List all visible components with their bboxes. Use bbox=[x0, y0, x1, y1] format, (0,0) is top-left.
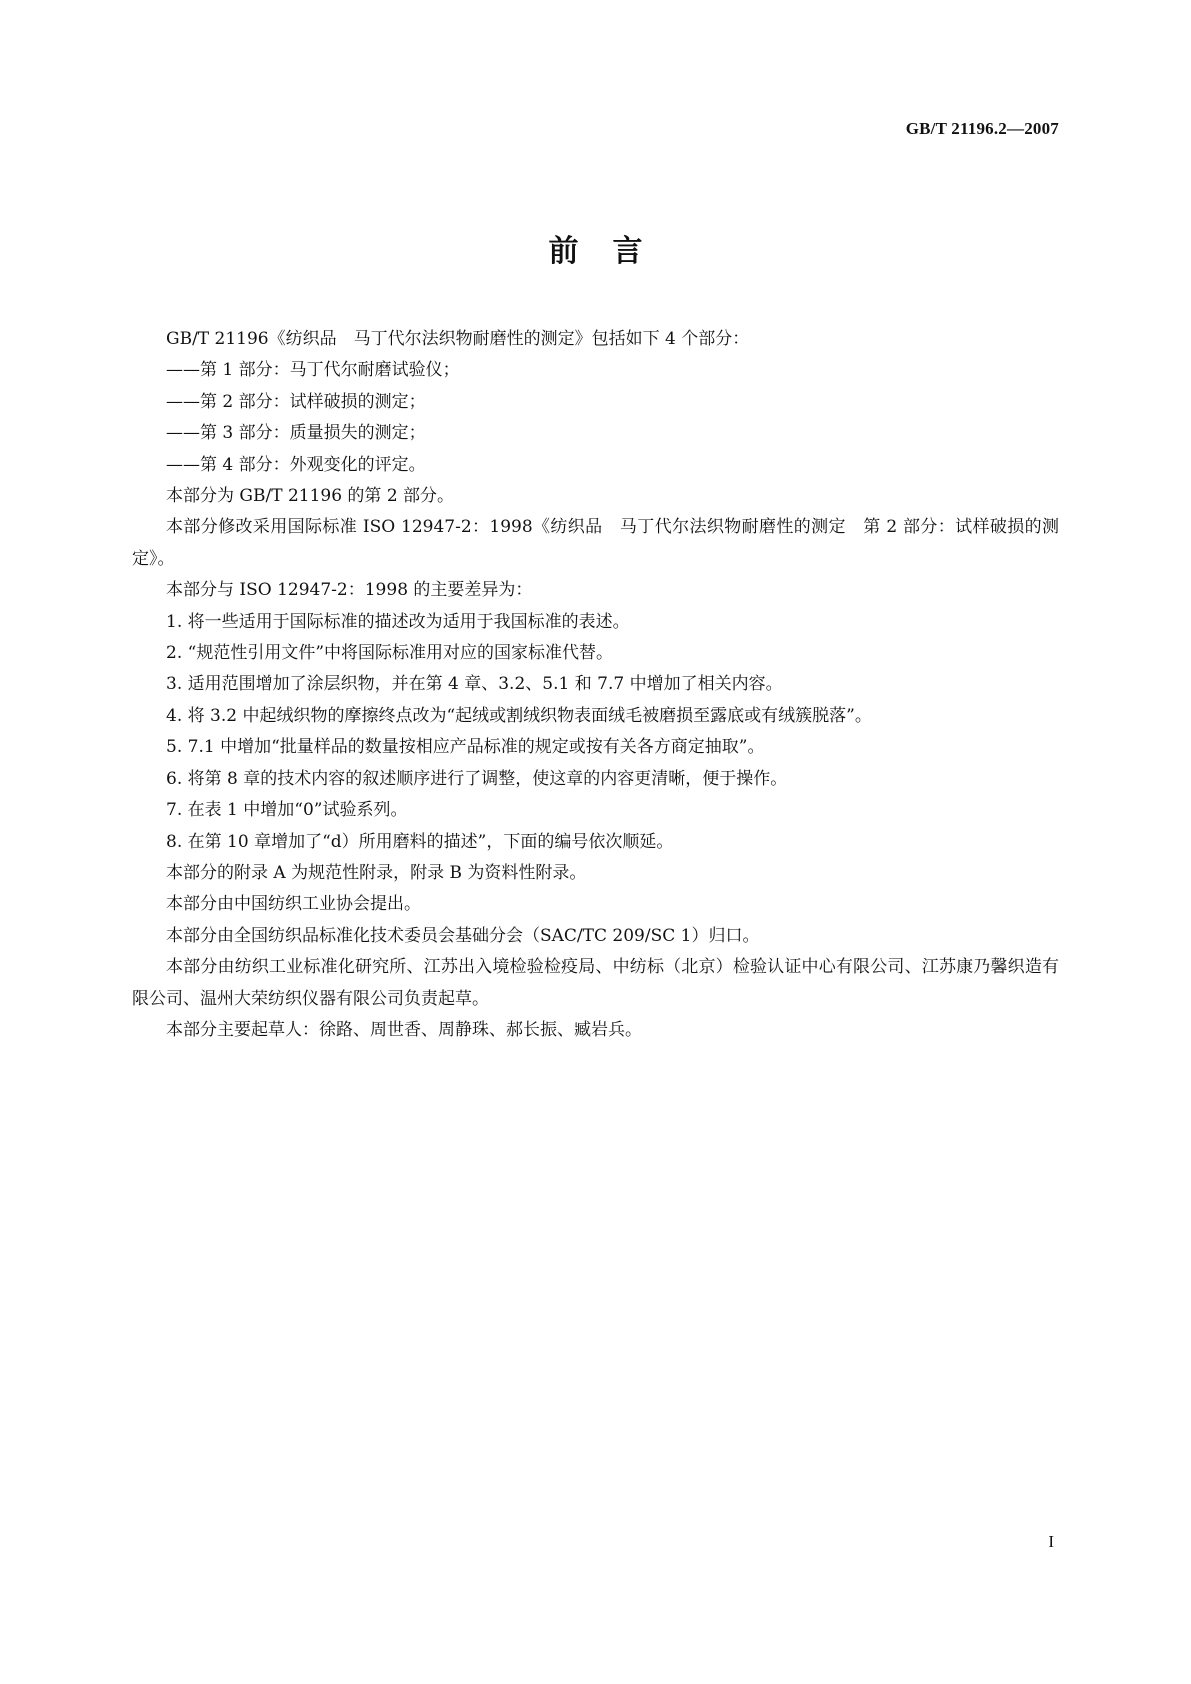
paragraph: 本部分主要起草人：徐路、周世香、周静珠、郝长振、臧岩兵。 bbox=[166, 1019, 642, 1040]
part-list-item: ——第 3 部分：质量损失的测定； bbox=[166, 423, 426, 444]
difference-item: 5. 7.1 中增加“批量样品的数量按相应产品标准的规定或按有关各方商定抽取”。 bbox=[166, 737, 765, 758]
difference-item: 8. 在第 10 章增加了“d）所用磨料的描述”，下面的编号依次顺延。 bbox=[166, 831, 674, 852]
page-title: 前言 bbox=[548, 234, 677, 269]
difference-item: 4. 将 3.2 中起绒织物的摩擦终点改为“起绒或割绒织物表面绒毛被磨损至露底或有绒簇脱落”。 bbox=[166, 705, 872, 726]
standard-code: GB/T 21196.2—2007 bbox=[905, 119, 1059, 138]
part-list-item: ——第 2 部分：试样破损的测定； bbox=[166, 391, 426, 412]
paragraph: 本部分修改采用国际标准 ISO 12947-2：1998《纺织品 马丁代尔法织物耐磨性的测定 第 2 部分：试样破损的测定》。 bbox=[132, 517, 1059, 569]
paragraph: 本部分的附录 A 为规范性附录，附录 B 为资料性附录。 bbox=[166, 862, 587, 883]
difference-item: 3. 适用范围增加了涂层织物，并在第 4 章、3.2、5.1 和 7.7 中增加了相关内容。 bbox=[166, 674, 783, 695]
paragraph: 本部分由中国纺织工业协会提出。 bbox=[166, 894, 421, 915]
part-list-item: ——第 1 部分：马丁代尔耐磨试验仪； bbox=[166, 360, 460, 381]
difference-item: 7. 在表 1 中增加“0”试验系列。 bbox=[166, 800, 408, 821]
paragraph: 本部分由纺织工业标准化研究所、江苏出入境检验检疫局、中纺标（北京）检验认证中心有限公司、江苏康乃馨织造有限公司、温州大荣纺织仪器有限公司负责起草。 bbox=[132, 957, 1059, 1009]
document-body bbox=[132, 324, 1059, 1046]
difference-item: 6. 将第 8 章的技术内容的叙述顺序进行了调整，使这章的内容更清晰，便于操作。 bbox=[166, 768, 788, 789]
difference-item: 1. 将一些适用于国际标准的描述改为适用于我国标准的表述。 bbox=[166, 611, 630, 632]
paragraph: 本部分为 GB/T 21196 的第 2 部分。 bbox=[166, 486, 455, 507]
paragraph-scope: GB/T 21196《纺织品 马丁代尔法织物耐磨性的测定》包括如下 4 个部分： bbox=[166, 329, 750, 349]
part-list-item: ——第 4 部分：外观变化的评定。 bbox=[166, 454, 426, 475]
page-number: I bbox=[1048, 1532, 1054, 1551]
paragraph: 本部分与 ISO 12947-2：1998 的主要差异为： bbox=[166, 580, 533, 601]
paragraph: 本部分由全国纺织品标准化技术委员会基础分会（SAC/TC 209/SC 1）归口。 bbox=[166, 925, 760, 946]
difference-item: 2. “规范性引用文件”中将国际标准用对应的国家标准代替。 bbox=[166, 643, 614, 664]
